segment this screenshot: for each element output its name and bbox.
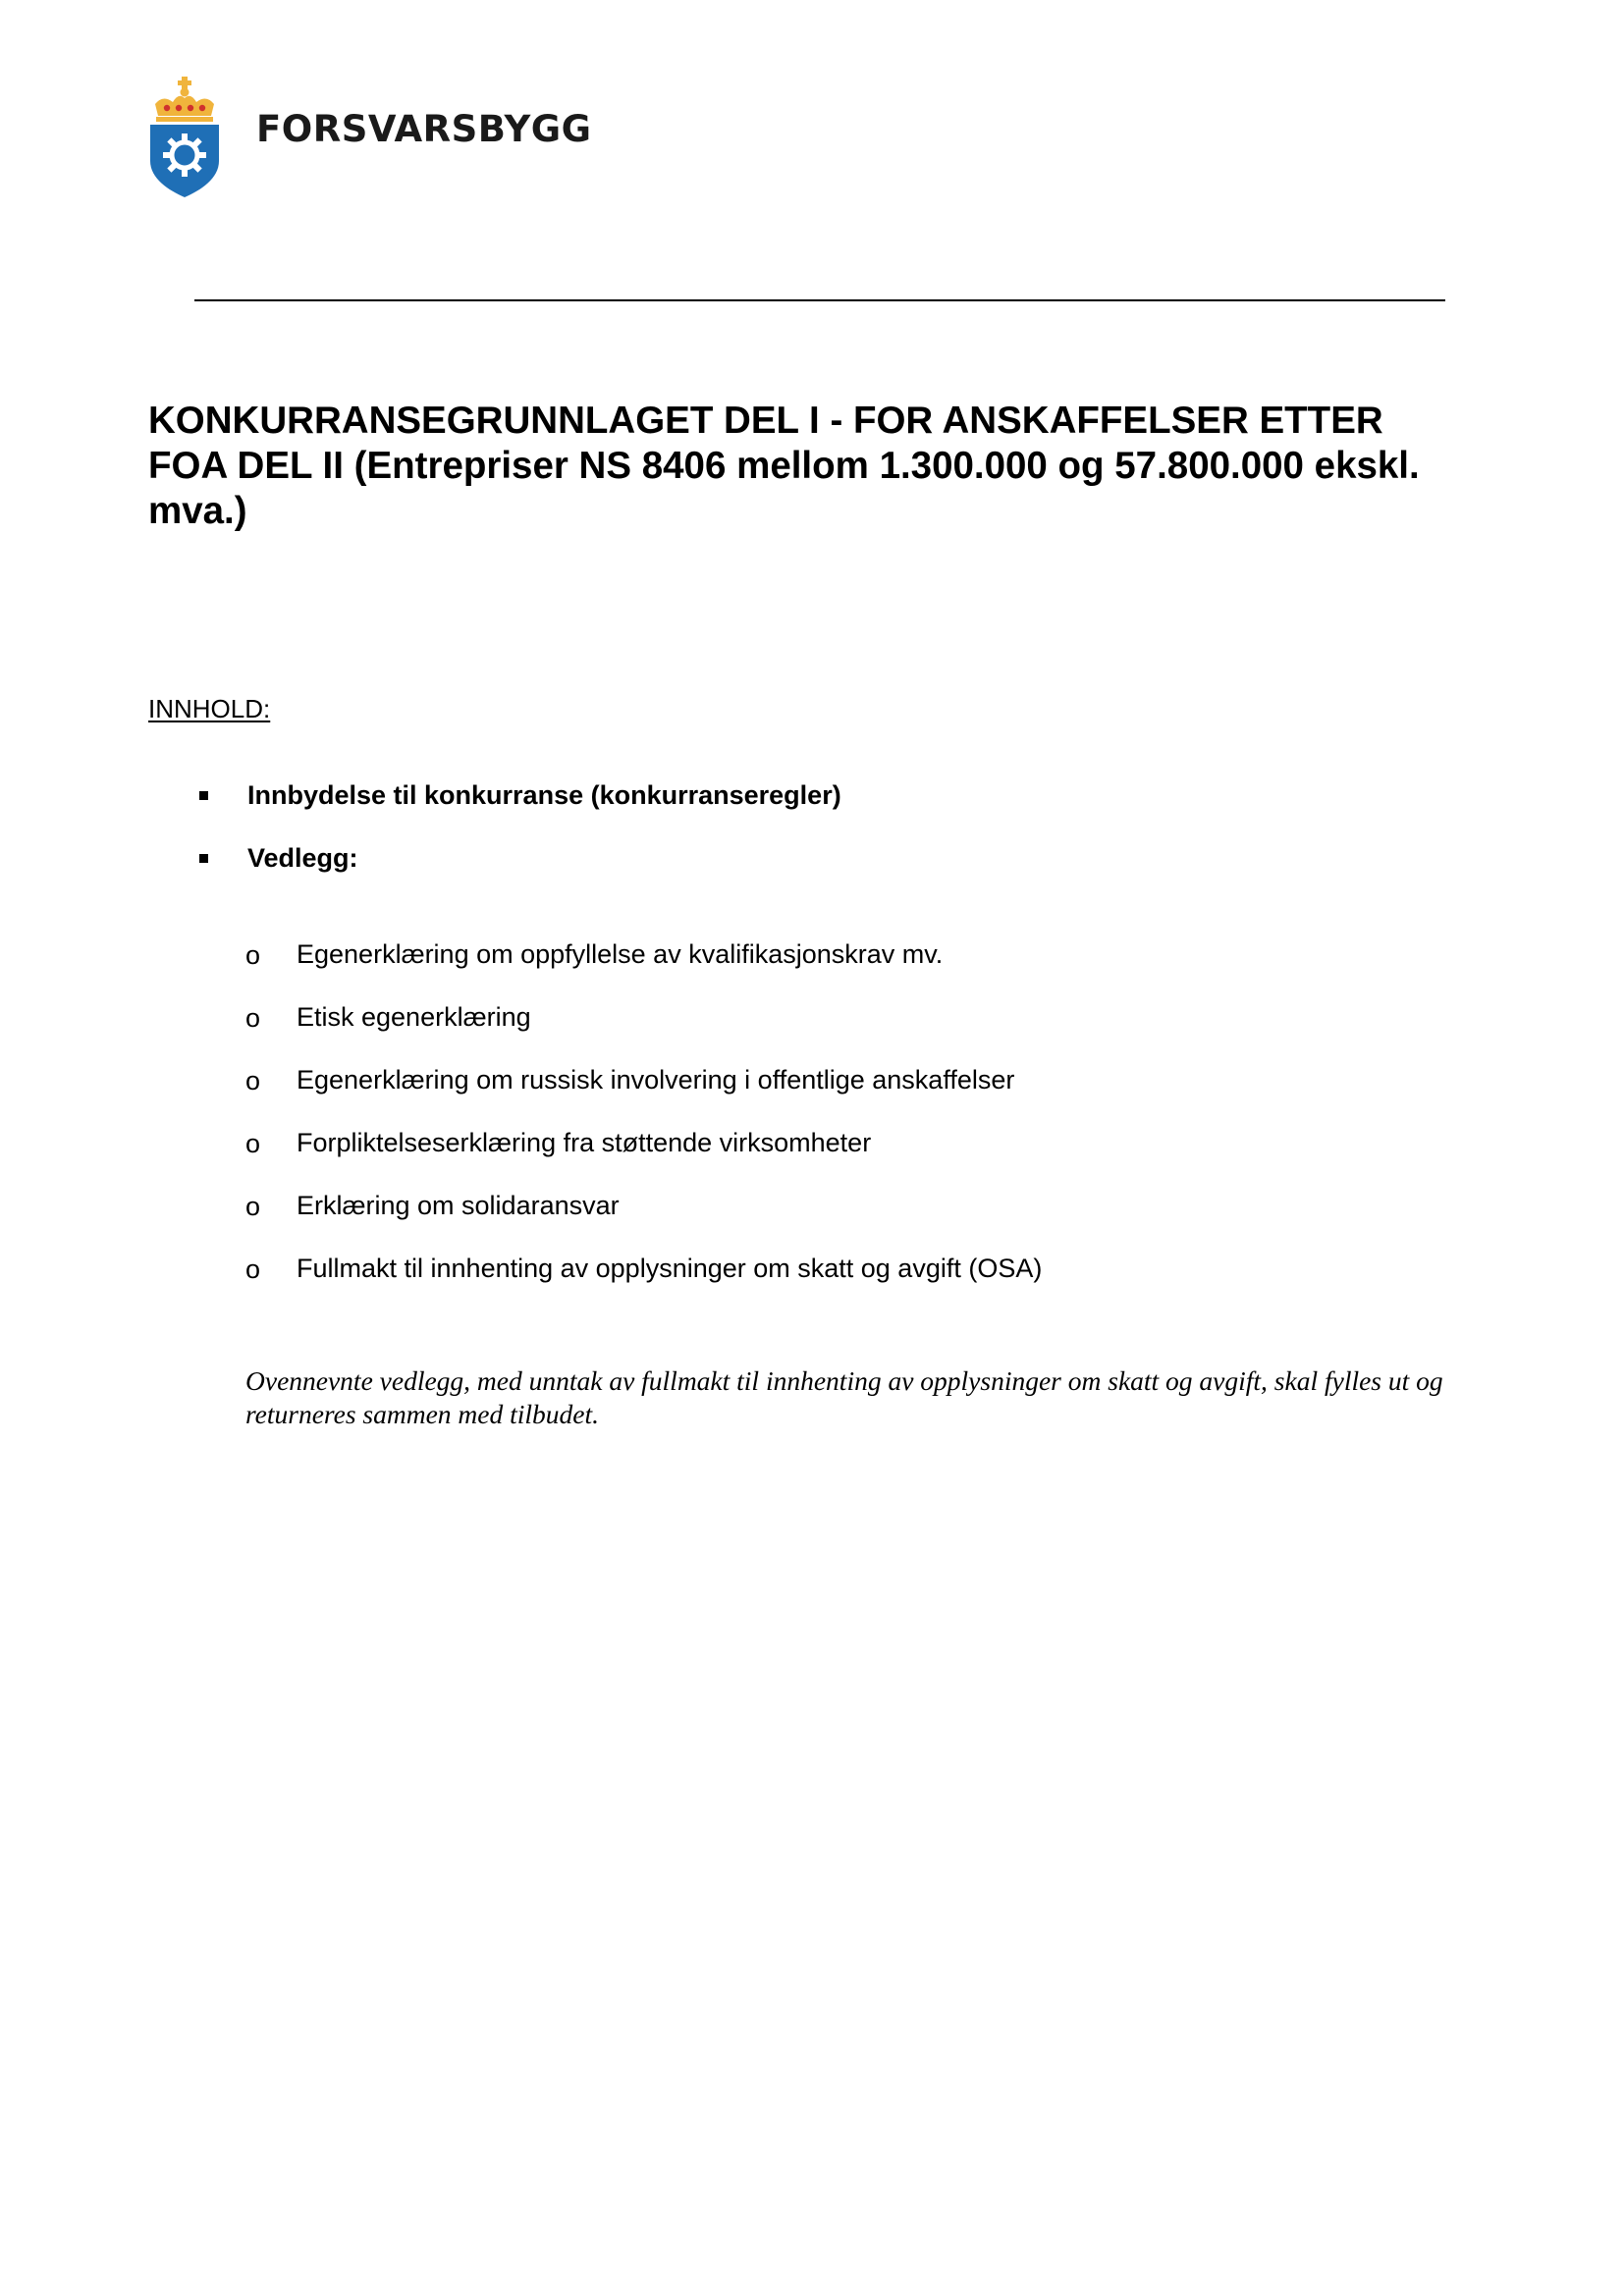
circle-bullet-icon: o xyxy=(245,1003,261,1033)
attachment-label: Etisk egenerklæring xyxy=(297,1002,531,1032)
contents-heading: INNHOLD: xyxy=(148,694,271,723)
attachment-label: Egenerklæring om oppfyllelse av kvalifikasjonskrav mv. xyxy=(297,939,944,969)
circle-bullet-icon: o xyxy=(245,1129,261,1158)
document-title-line: mva.) xyxy=(148,490,247,532)
square-bullet-icon xyxy=(199,791,208,800)
attachment-label: Erklæring om solidaransvar xyxy=(297,1191,620,1220)
attachments-note: Ovennevnte vedlegg, med unntak av fullmakt til innhenting av opplysninger om skatt og avgift, skal fylles ut og returneres sammen med tilbudet. xyxy=(245,1365,1443,1429)
circle-bullet-icon: o xyxy=(245,940,261,970)
document-title-line: FOA DEL II (Entrepriser NS 8406 mellom 1.300.000 og 57.800.000 ekskl. xyxy=(148,445,1420,487)
list-item-label: Vedlegg: xyxy=(247,843,358,873)
attachment-label: Forpliktelseserklæring fra støttende virksomheter xyxy=(297,1128,872,1157)
square-bullet-icon xyxy=(199,854,208,863)
circle-bullet-icon: o xyxy=(245,1192,261,1221)
document-title-line: KONKURRANSEGRUNNLAGET DEL I - FOR ANSKAFFELSER ETTER xyxy=(148,400,1383,442)
forsvarsbygg-coat-of-arms-icon xyxy=(149,77,220,198)
attachment-label: Fullmakt til innhenting av opplysninger om skatt og avgift (OSA) xyxy=(297,1254,1043,1283)
circle-bullet-icon: o xyxy=(245,1255,261,1284)
brand-name: FORSVARSBYGG xyxy=(256,108,592,150)
list-item-label: Innbydelse til konkurranse (konkurranseregler) xyxy=(247,780,841,810)
attachment-label: Egenerklæring om russisk involvering i offentlige anskaffelser xyxy=(297,1065,1015,1095)
header-divider xyxy=(194,299,1445,301)
circle-bullet-icon: o xyxy=(245,1066,261,1095)
document-title xyxy=(148,399,1484,534)
